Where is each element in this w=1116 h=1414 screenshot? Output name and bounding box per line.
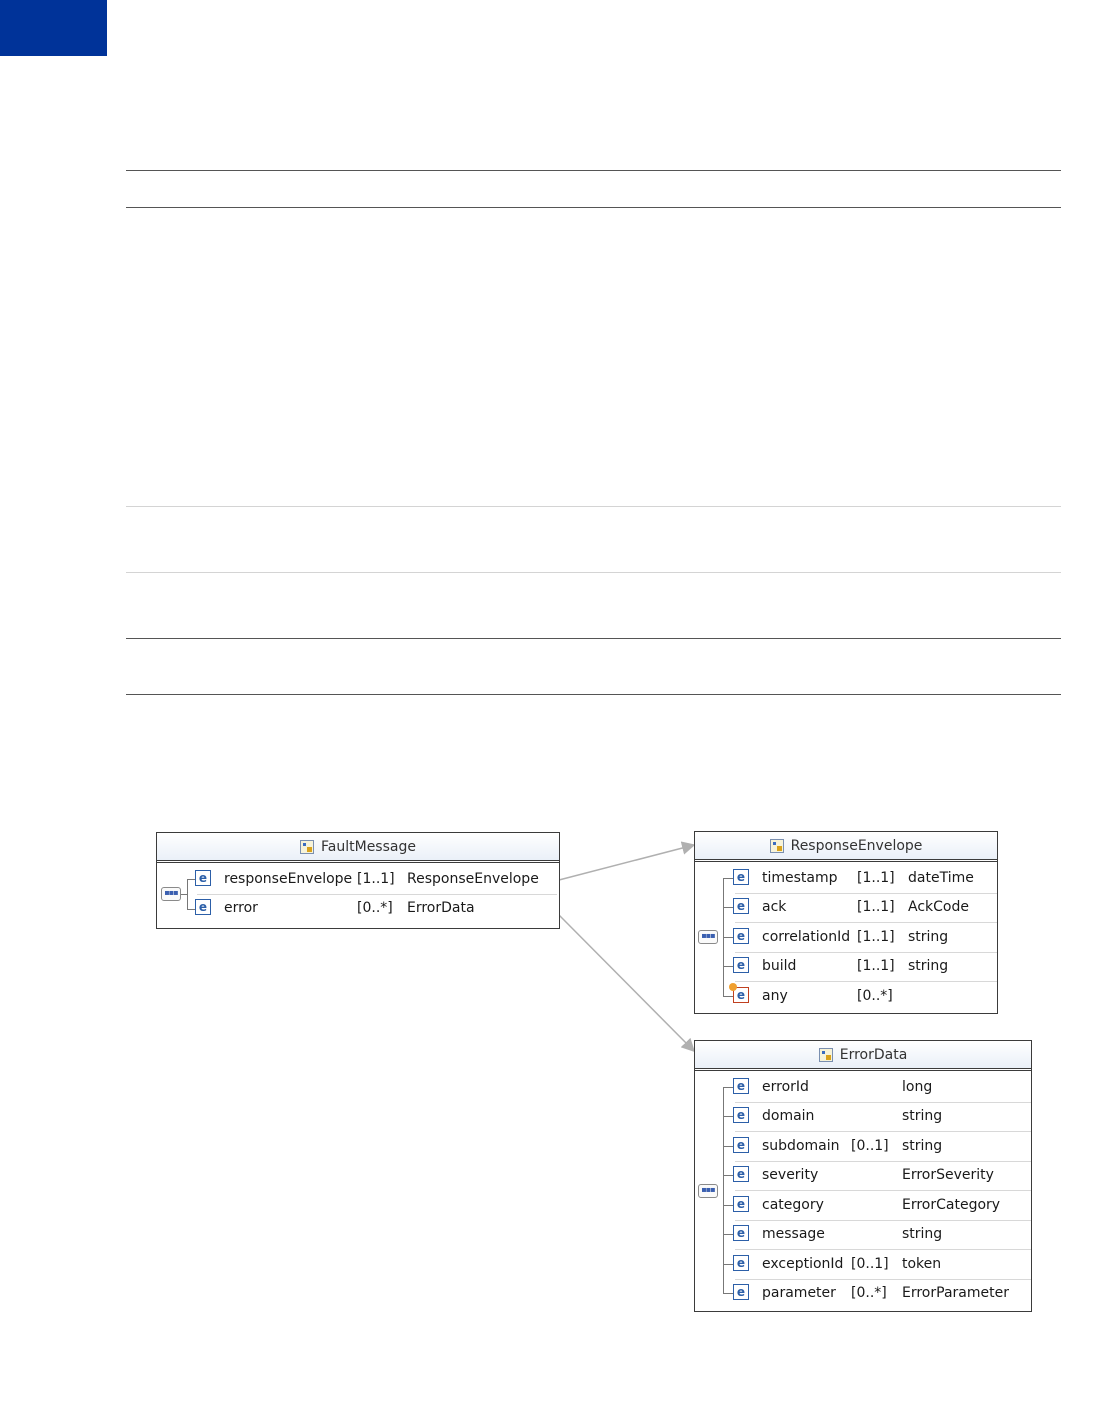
responseenvelope-body xyxy=(695,862,997,1010)
element-row[interactable] xyxy=(735,982,997,1011)
element-cardinality: [0..1] xyxy=(851,1256,889,1272)
element-row[interactable] xyxy=(735,1191,1031,1221)
element-cardinality: [0..1] xyxy=(851,1138,889,1154)
element-icon: e xyxy=(733,898,749,914)
element-icon: e xyxy=(195,870,211,886)
element-cardinality: [1..1] xyxy=(357,871,395,887)
element-type: ErrorSeverity xyxy=(902,1167,994,1183)
element-row[interactable] xyxy=(735,1073,1031,1103)
element-name: any xyxy=(762,988,788,1004)
faultmessage-header xyxy=(157,833,559,863)
tree-connector xyxy=(187,879,188,909)
element-name: exceptionId xyxy=(762,1256,844,1272)
element-row[interactable] xyxy=(735,1102,1031,1132)
element-row[interactable] xyxy=(735,1161,1031,1191)
element-name: category xyxy=(762,1197,824,1213)
errordata-body xyxy=(695,1071,1031,1308)
complex-type-icon xyxy=(770,839,784,853)
complex-type-icon xyxy=(819,1048,833,1062)
faultmessage-box[interactable] xyxy=(156,832,560,929)
faultmessage-title: FaultMessage xyxy=(321,838,416,855)
element-row[interactable] xyxy=(197,894,557,923)
element-row[interactable] xyxy=(735,864,997,894)
element-icon: e xyxy=(733,1107,749,1123)
element-type: dateTime xyxy=(908,870,974,886)
element-type: string xyxy=(902,1226,943,1242)
element-type: ErrorData xyxy=(407,900,475,916)
element-row[interactable] xyxy=(735,923,997,953)
element-icon: e xyxy=(733,1137,749,1153)
element-name: correlationId xyxy=(762,929,851,945)
element-icon: e xyxy=(733,1255,749,1271)
element-icon: e xyxy=(733,1196,749,1212)
sequence-icon: ▪▪▪ xyxy=(698,930,718,944)
element-type: token xyxy=(902,1256,942,1272)
responseenvelope-title: ResponseEnvelope xyxy=(790,837,923,854)
element-row[interactable] xyxy=(735,1220,1031,1250)
element-icon: e xyxy=(733,869,749,885)
element-cardinality: [1..1] xyxy=(857,899,895,915)
connector-response-envelope xyxy=(559,845,694,880)
element-icon: e xyxy=(733,1225,749,1241)
element-row[interactable] xyxy=(735,1279,1031,1308)
element-icon: e xyxy=(195,899,211,915)
errordata-box[interactable] xyxy=(694,1040,1032,1312)
element-cardinality: [1..1] xyxy=(857,870,895,886)
complex-type-icon xyxy=(300,840,314,854)
element-icon: e xyxy=(733,928,749,944)
element-name: errorId xyxy=(762,1079,809,1095)
element-name: timestamp xyxy=(762,870,838,886)
element-type: string xyxy=(902,1138,943,1154)
element-row[interactable] xyxy=(735,952,997,982)
element-type: ResponseEnvelope xyxy=(407,871,539,887)
element-type: AckCode xyxy=(908,899,969,915)
element-icon: e xyxy=(733,1284,749,1300)
tree-connector xyxy=(181,894,187,895)
element-cardinality: [1..1] xyxy=(857,958,895,974)
element-name: subdomain xyxy=(762,1138,840,1154)
errordata-title: ErrorData xyxy=(839,1046,908,1063)
element-name: build xyxy=(762,958,797,974)
element-name: parameter xyxy=(762,1285,836,1301)
element-icon: e xyxy=(733,1078,749,1094)
element-row[interactable] xyxy=(735,893,997,923)
faultmessage-body xyxy=(157,863,559,925)
responseenvelope-header xyxy=(695,832,997,862)
element-name: message xyxy=(762,1226,825,1242)
element-row[interactable] xyxy=(735,1250,1031,1280)
element-type: ErrorParameter xyxy=(902,1285,1009,1301)
element-name: severity xyxy=(762,1167,819,1183)
element-name: domain xyxy=(762,1108,815,1124)
element-type: ErrorCategory xyxy=(902,1197,1001,1213)
any-element-icon: e xyxy=(733,987,749,1003)
element-type: string xyxy=(908,958,949,974)
element-name: error xyxy=(224,900,258,916)
element-cardinality: [1..1] xyxy=(857,929,895,945)
element-icon: e xyxy=(733,1166,749,1182)
element-type: string xyxy=(902,1108,943,1124)
element-name: responseEnvelope xyxy=(224,871,353,887)
element-cardinality: [0..*] xyxy=(357,900,393,916)
errordata-header xyxy=(695,1041,1031,1071)
element-cardinality: [0..*] xyxy=(857,988,893,1004)
sequence-icon: ▪▪▪ xyxy=(161,887,181,901)
element-row[interactable] xyxy=(197,865,557,895)
element-type: string xyxy=(908,929,949,945)
responseenvelope-box[interactable] xyxy=(694,831,998,1014)
element-name: ack xyxy=(762,899,787,915)
element-row[interactable] xyxy=(735,1132,1031,1162)
connector-error-data xyxy=(559,915,694,1051)
sequence-icon: ▪▪▪ xyxy=(698,1184,718,1198)
element-type: long xyxy=(902,1079,933,1095)
element-icon: e xyxy=(733,957,749,973)
element-cardinality: [0..*] xyxy=(851,1285,887,1301)
tree-connector xyxy=(723,1087,724,1294)
